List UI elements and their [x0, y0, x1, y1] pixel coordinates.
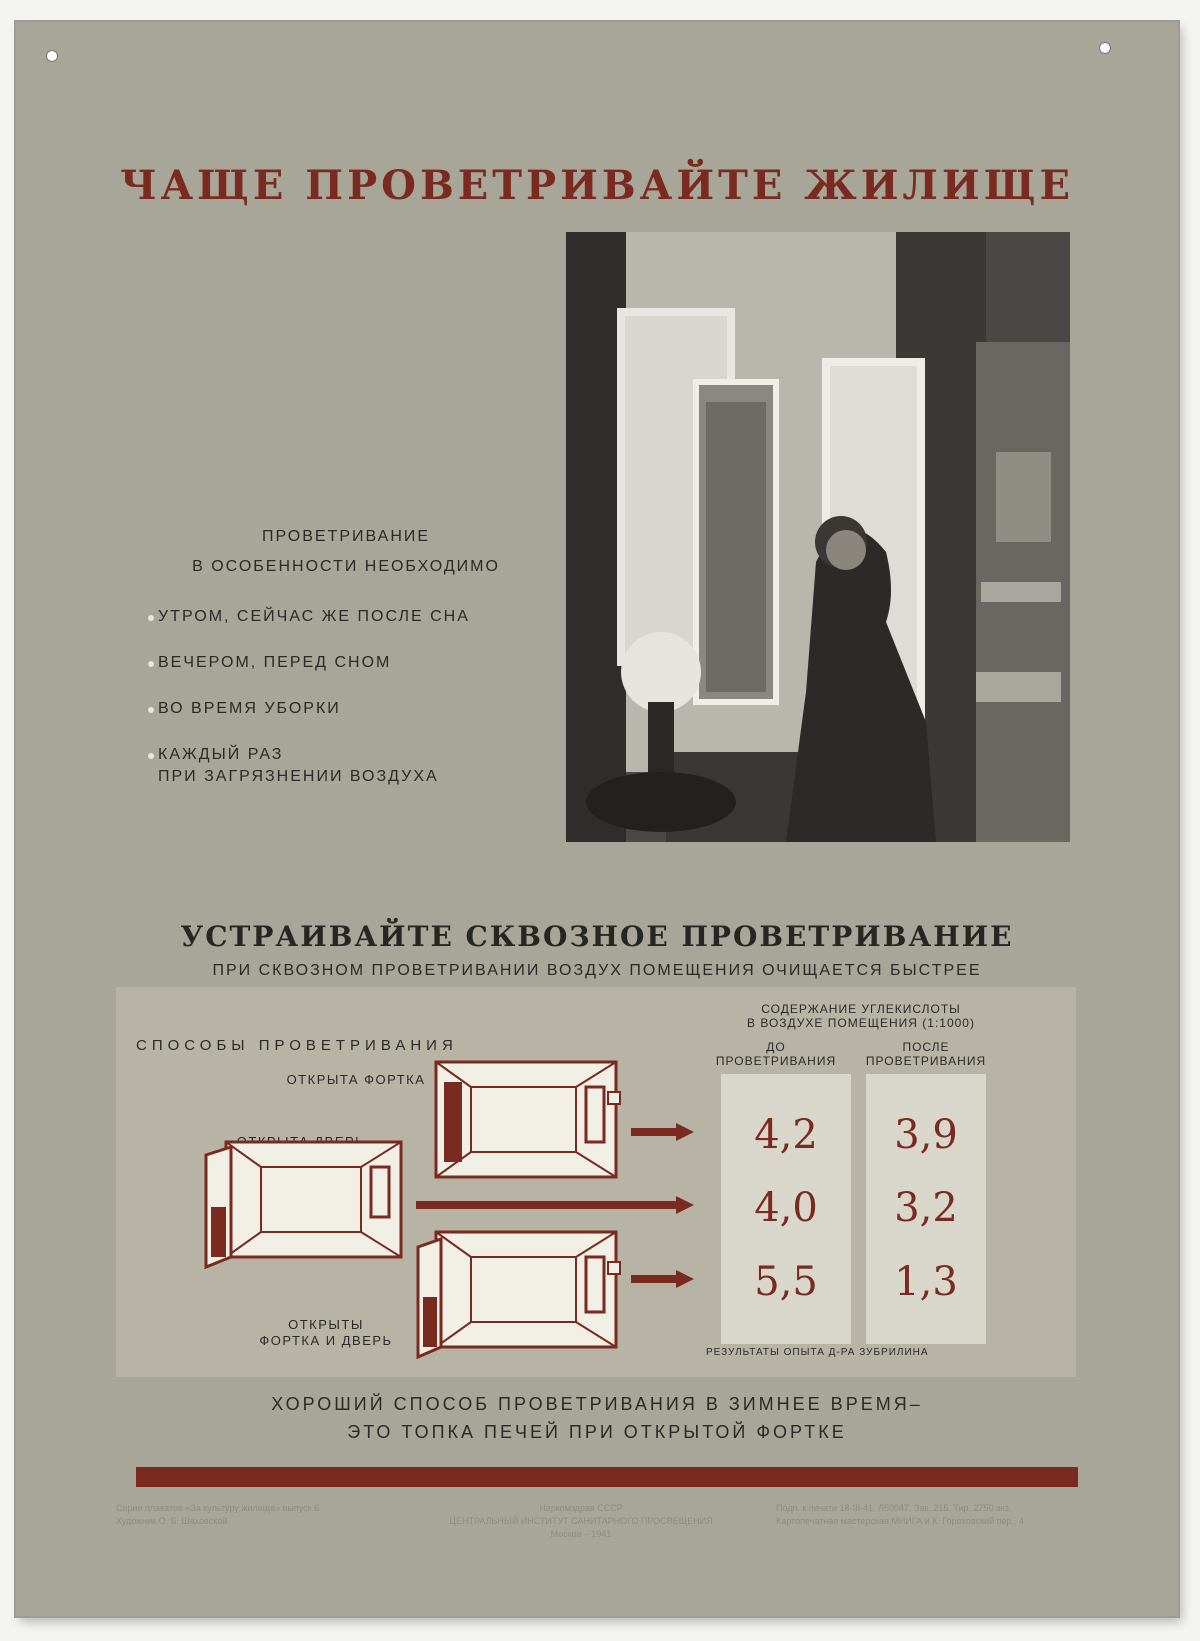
section-heading: УСТРАИВАЙТЕ СКВОЗНОЕ ПРОВЕТРИВАНИЕ	[180, 920, 1014, 953]
list-item	[146, 744, 546, 788]
hanging-hole-right	[1099, 42, 1111, 54]
after-header-line1: ПОСЛЕ	[902, 1040, 950, 1054]
reasons-heading-line1: ПРОВЕТРИВАНИЕ	[261, 528, 431, 545]
reason-text: ВО ВРЕМЯ УБОРКИ	[158, 700, 341, 717]
imprint-left	[116, 1502, 416, 1528]
winter-advice-line2: ЭТО ТОПКА ПЕЧЕЙ ПРИ ОТКРЫТОЙ ФОРТКЕ	[347, 1422, 847, 1442]
poster	[16, 22, 1178, 1616]
imprint-center-line1: Наркомздрав СССР	[539, 1503, 623, 1513]
after-value-fortka: 3,9	[894, 1112, 958, 1158]
reason-text-line2: ПРИ ЗАГРЯЗНЕНИИ ВОЗДУХА	[158, 768, 439, 785]
imprint-right-line2: Картопечатная мастерская МИИГА и К. Гороховский пер., 4	[776, 1516, 1025, 1526]
woman-at-window-illustration	[566, 232, 1070, 842]
room-both-diagram	[418, 1232, 620, 1357]
imprint-left-line2: Художник О. Б. Шаховской	[116, 1516, 228, 1526]
room-door-diagram	[206, 1142, 401, 1267]
winter-advice	[16, 1390, 1178, 1446]
reason-text: КАЖДЫЙ РАЗ	[158, 746, 284, 763]
imprint-center	[406, 1502, 756, 1541]
hanging-hole-left	[46, 50, 58, 62]
method-label-both-line1: ОТКРЫТЫ	[288, 1317, 364, 1332]
winter-advice-line1: ХОРОШИЙ СПОСОБ ПРОВЕТРИВАНИЯ В ЗИМНЕЕ ВРЕМЯ–	[271, 1394, 923, 1414]
reason-text: УТРОМ, СЕЙЧАС ЖЕ ПОСЛЕ СНА	[158, 608, 470, 625]
before-value-both: 5,5	[754, 1259, 818, 1305]
room-fortka-diagram	[436, 1062, 620, 1177]
method-label-fortka: ОТКРЫТА ФОРТКА	[286, 1072, 426, 1087]
room-diagrams	[196, 1057, 696, 1377]
red-divider	[136, 1467, 1078, 1487]
reasons-list	[146, 606, 546, 788]
before-header-line2: ПРОВЕТРИВАНИЯ	[715, 1054, 837, 1068]
imprint-center-line2: ЦЕНТРАЛЬНЫЙ ИНСТИТУТ САНИТАРНОГО ПРОСВЕЩЕНИЯ	[449, 1516, 713, 1526]
window-scene-drawing	[566, 232, 1070, 842]
after-header-line2: ПРОВЕТРИВАНИЯ	[865, 1054, 987, 1068]
before-header	[706, 1040, 846, 1068]
co2-title	[696, 1002, 1026, 1030]
poster-title: ЧАЩЕ ПРОВЕТРИВАЙТЕ ЖИЛИЩЕ	[120, 162, 1074, 209]
reasons-heading	[146, 522, 546, 582]
imprint-center-line3: Москва – 1941	[550, 1529, 612, 1539]
imprint-left-line1: Серия плакатов «За культуру жилища» выпуск 6	[116, 1503, 320, 1513]
method-label-both-line2: ФОРТКА И ДВЕРЬ	[259, 1333, 393, 1348]
experiment-source: РЕЗУЛЬТАТЫ ОПЫТА Д-РА ЗУБРИЛИНА	[706, 1347, 929, 1358]
methods-title: СПОСОБЫ ПРОВЕТРИВАНИЯ	[136, 1037, 458, 1054]
ventilation-reasons	[146, 522, 546, 812]
list-item	[146, 606, 546, 628]
imprint-right	[776, 1502, 1106, 1528]
before-value-door: 4,0	[754, 1185, 818, 1231]
after-value-door: 3,2	[894, 1185, 958, 1231]
imprint-right-line1: Подп. к печати 18-III-41. Л50047. Зак. 215. Тир. 2750 экз.	[776, 1503, 1012, 1513]
reason-text: ВЕЧЕРОМ, ПЕРЕД СНОМ	[158, 654, 392, 671]
before-value-fortka: 4,2	[754, 1112, 818, 1158]
before-header-line1: ДО	[766, 1040, 786, 1054]
co2-title-line1: СОДЕРЖАНИЕ УГЛЕКИСЛОТЫ	[761, 1002, 961, 1016]
reasons-heading-line2: В ОСОБЕННОСТИ НЕОБХОДИМО	[192, 558, 500, 575]
after-header	[856, 1040, 996, 1068]
after-value-both: 1,3	[894, 1259, 958, 1305]
co2-title-line2: В ВОЗДУХЕ ПОМЕЩЕНИЯ (1:1000)	[747, 1016, 975, 1030]
list-item	[146, 652, 546, 674]
section-subheading: ПРИ СКВОЗНОМ ПРОВЕТРИВАНИИ ВОЗДУХ ПОМЕЩЕНИЯ ОЧИЩАЕТСЯ БЫСТРЕЕ	[212, 962, 982, 979]
list-item	[146, 698, 546, 720]
